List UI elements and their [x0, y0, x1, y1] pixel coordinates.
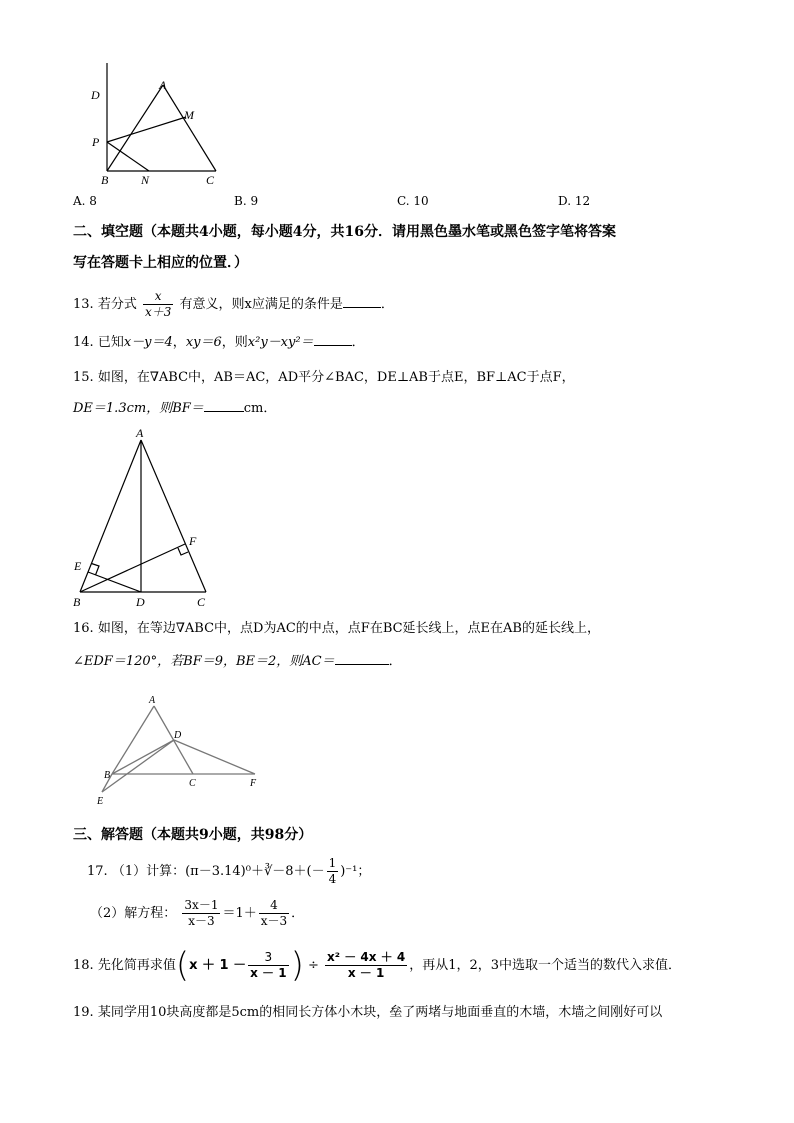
q17-part2-frac2-den: x－3	[260, 914, 288, 928]
fig16-label-d: D	[174, 730, 182, 741]
q18-frac1-num: 3	[248, 950, 288, 966]
q17-part2-frac2-num: 4	[259, 898, 289, 914]
q15-number: 15.	[73, 370, 94, 385]
section2-heading-line1: 二、填空题（本题共4小题，每小题4分，共16分．请用黑色墨水笔或黑色签字笔将答案	[73, 224, 616, 240]
q13-pre: 若分式	[97, 297, 137, 312]
q18-fraction2	[325, 950, 407, 981]
question-16-line2	[73, 651, 402, 672]
q18-close-paren: )	[290, 945, 304, 986]
option-d: D. 12	[558, 194, 591, 208]
q18-open-paren: (	[175, 945, 190, 986]
q18-fraction1	[248, 950, 288, 981]
q17-part1-frac-den: 4	[328, 872, 337, 886]
q13-post: 有意义，则x应满足的条件是	[179, 297, 343, 312]
q17-part2-end: ．	[291, 906, 305, 921]
q17-part1-frac-num: 1	[328, 856, 337, 870]
q13-frac-num: x	[143, 289, 173, 305]
q17-part2-fraction2	[259, 898, 289, 929]
q19-number: 19.	[73, 1005, 94, 1020]
fig16-label-e: E	[97, 796, 104, 807]
fig15-label-f: F	[189, 534, 197, 548]
q18-div: ÷	[307, 958, 319, 973]
question-14	[73, 332, 365, 353]
q16-answer-blank[interactable]	[335, 651, 389, 665]
q16-line2-pre: ∠EDF＝120°，若BF＝9，BE＝2，则AC＝	[73, 654, 335, 669]
q15-line2-pre: DE＝1.3cm，则BF＝	[73, 401, 204, 416]
fig15-label-b: B	[73, 595, 81, 609]
fig16-label-a: A	[149, 695, 156, 706]
q18-frac2-num: x² － 4x ＋ 4	[327, 950, 406, 964]
option-a: A. 8	[73, 194, 97, 208]
fig12-label-a: A	[159, 78, 167, 92]
question-13	[73, 288, 394, 322]
fig12-label-n: N	[141, 173, 150, 187]
question-15-line2	[73, 398, 276, 419]
q17-part2-pre: （2）解方程：	[90, 906, 177, 921]
q19-text: 某同学用10块高度都是5cm的相同长方体小木块，垒了两堵与地面垂直的木墙，木墙之间刚好可以	[97, 1005, 663, 1020]
question-19	[73, 1003, 662, 1023]
q17-part1-pre: （1）计算：	[111, 864, 186, 879]
section3-heading: 三、解答题（本题共9小题，共98分）	[73, 827, 313, 843]
q17-part2-mid: ＝1＋	[222, 906, 257, 921]
fig15-label-d: D	[136, 595, 145, 609]
q13-answer-blank[interactable]	[343, 294, 381, 308]
q14-expr1: x－y＝4	[123, 335, 173, 350]
question-18	[73, 942, 681, 990]
q16-line2-post: ．	[388, 654, 402, 669]
q18-number: 18.	[73, 958, 94, 973]
q17-part2-frac1-num: 3x－1	[184, 898, 219, 912]
q15-line1: 如图，在∇ABC中，AB＝AC，AD平分∠BAC，DE⊥AB于点E，BF⊥AC于点F，	[97, 370, 575, 385]
q14-number: 14.	[73, 335, 94, 350]
fig12-label-b: B	[101, 173, 109, 187]
q18-expr-a: x ＋ 1 －	[189, 958, 247, 973]
q14-end: ．	[351, 335, 365, 350]
option-b: B. 9	[234, 194, 259, 208]
option-c: C. 10	[397, 194, 429, 208]
q14-expr3: x²y－xy²＝	[247, 335, 314, 350]
q14-answer-blank[interactable]	[314, 332, 352, 346]
q14-pre: 已知	[97, 335, 124, 350]
question-17-part2	[90, 896, 304, 932]
fig15-label-e: E	[74, 559, 82, 573]
q13-end: ．	[380, 297, 394, 312]
q18-pre: 先化简再求值	[97, 958, 176, 973]
fig12-label-m: M	[184, 108, 194, 122]
figure-q15	[68, 424, 218, 614]
fig16-label-b: B	[104, 770, 111, 781]
q17-number: 17.	[87, 864, 108, 879]
q13-number: 13.	[73, 297, 94, 312]
q17-part2-frac1-den: x－3	[188, 914, 215, 928]
fig12-label-c: C	[206, 173, 215, 187]
fig16-label-c: C	[189, 778, 196, 789]
question-17-part1	[87, 856, 370, 888]
figure-q16	[90, 690, 265, 810]
q15-line2-post: cm．	[243, 401, 277, 416]
fig12-label-d: D	[91, 88, 100, 102]
q18-frac2-den: x － 1	[347, 966, 385, 980]
q13-frac-den: x＋3	[144, 305, 172, 319]
q15-answer-blank[interactable]	[204, 398, 244, 412]
question-16-line1	[73, 619, 600, 639]
q17-part2-fraction1	[182, 898, 220, 929]
q14-expr2: xy＝6	[185, 335, 222, 350]
figure-q12	[80, 55, 230, 190]
q18-frac1-den: x － 1	[250, 966, 287, 980]
q16-number: 16.	[73, 621, 94, 636]
section2-heading-line2: 写在答题卡上相应的位置．）	[73, 255, 248, 271]
fig15-label-a: A	[136, 426, 144, 440]
fig15-label-c: C	[197, 595, 206, 609]
q14-mid: ，则	[221, 335, 248, 350]
question-15-line1	[73, 368, 575, 388]
q16-line1: 如图，在等边∇ABC中，点D为AC的中点，点F在BC延长线上，点E在AB的延长线上，	[97, 621, 600, 636]
fig16-label-f: F	[250, 778, 257, 789]
q17-part1-tail: )⁻¹；	[340, 864, 371, 879]
q13-fraction	[143, 289, 173, 320]
q18-post: ，再从1，2，3中选取一个适当的数代入求值．	[409, 958, 682, 973]
q17-part1-fraction	[327, 856, 339, 887]
q17-part1-expr: (π－3.14)⁰＋∛－8＋(－	[185, 864, 325, 879]
q14-sep: ，	[172, 335, 186, 350]
fig12-label-p: P	[92, 135, 100, 149]
